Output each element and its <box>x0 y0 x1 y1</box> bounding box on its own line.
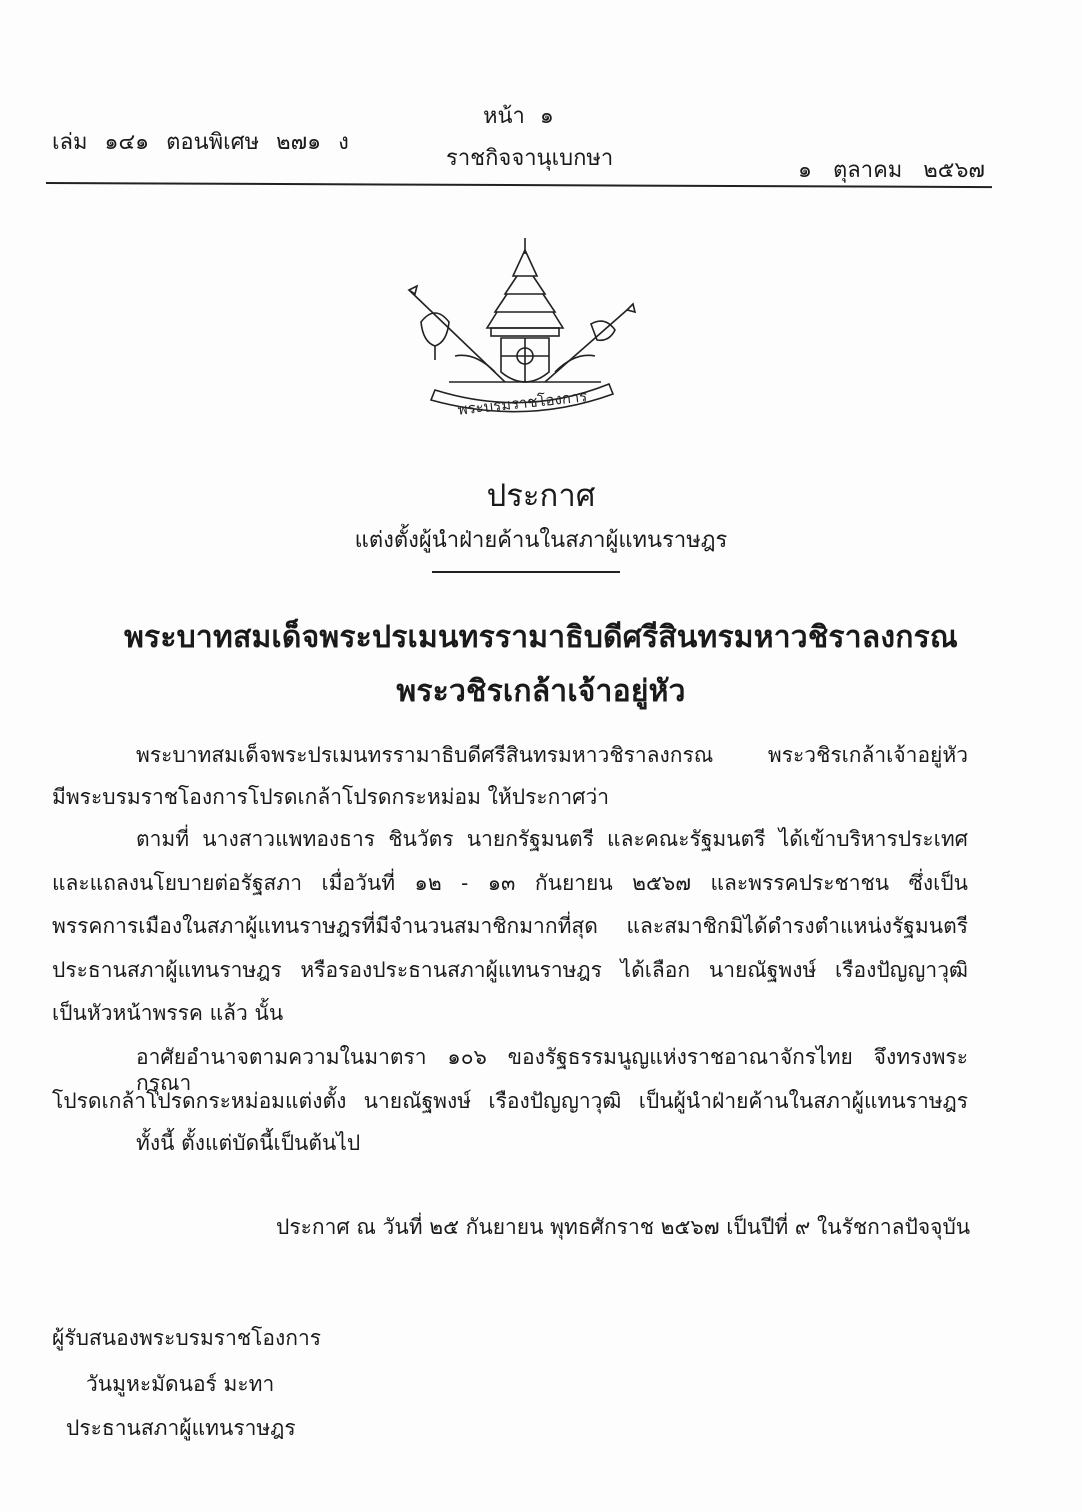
countersign-role: ผู้รับสนองพระบรมราชโองการ <box>52 1326 322 1350</box>
paragraph-2-line-1: ตามที่ นางสาวแพทองธาร ชินวัตร นายกรัฐมนตรี และคณะรัฐมนตรี ได้เข้าบริหารประเทศ <box>136 827 968 851</box>
paragraph-4-line-1: ทั้งนี้ ตั้งแต่บัดนี้เป็นต้นไป <box>136 1131 361 1155</box>
paragraph-2-line-3: พรรคการเมืองในสภาผู้แทนราษฎรที่มีจำนวนสมาชิกมากที่สุด และสมาชิกมิได้ดำรงตำแหน่งรัฐมนตรี <box>52 914 968 938</box>
royal-name-line-2: พระวชิรเกล้าเจ้าอยู่หัว <box>396 674 686 709</box>
seal-ribbon-text: พระบรมราชโองการ <box>456 387 589 419</box>
volume-line: เล่ม ๑๔๑ ตอนพิเศษ ๒๗๑ ง <box>52 130 349 155</box>
royal-name-line-1: พระบาทสมเด็จพระปรเมนทรรามาธิบดีศรีสินทรมหาวชิราลงกรณ <box>124 620 958 655</box>
announcement-subtitle: แต่งตั้งผู้นำฝ่ายค้านในสภาผู้แทนราษฎร <box>354 528 728 553</box>
paragraph-3-line-1: อาศัยอำนาจตามความในมาตรา ๑๐๖ ของรัฐธรรมนูญแห่งราชอาณาจักรไทย จึงทรงพระกรุณา <box>136 1045 968 1095</box>
paragraph-2-line-2: และแถลงนโยบายต่อรัฐสภา เมื่อวันที่ ๑๒ - ๑๓ กันยายน ๒๕๖๗ และพรรคประชาชน ซึ่งเป็น <box>52 871 968 895</box>
announcement-title: ประกาศ <box>486 478 596 514</box>
paragraph-1-line-2: มีพระบรมราชโองการโปรดเกล้าโปรดกระหม่อม ให้ประกาศว่า <box>52 785 610 809</box>
paragraph-1-line-1: พระบาทสมเด็จพระปรเมนทรรามาธิบดีศรีสินทรมหาวชิราลงกรณ พระวชิรเกล้าเจ้าอยู่หัว <box>136 743 968 767</box>
title-divider <box>432 571 620 573</box>
paragraph-2-line-5: เป็นหัวหน้าพรรค แล้ว นั้น <box>52 1001 284 1025</box>
paragraph-2-line-4: ประธานสภาผู้แทนราษฎร หรือรองประธานสภาผู้แทนราษฎร ได้เลือก นายณัฐพงษ์ เรืองปัญญาวุฒิ <box>52 958 968 982</box>
paragraph-3-line-2: โปรดเกล้าโปรดกระหม่อมแต่งตั้ง นายณัฐพงษ์ เรืองปัญญาวุฒิ เป็นผู้นำฝ่ายค้านในสภาผู้แทนราษฎร <box>52 1089 968 1113</box>
gazette-name: ราชกิจจานุเบกษา <box>446 146 614 171</box>
announcement-date-line: ประกาศ ณ วันที่ ๒๕ กันยายน พุทธศักราช ๒๕๖๗ เป็นปีที่ ๙ ในรัชกาลปัจจุบัน <box>276 1215 971 1239</box>
issue-date: ๑ ตุลาคม ๒๕๖๗ <box>798 158 985 183</box>
royal-seal-icon <box>395 232 645 422</box>
countersign-name: วันมูหะมัดนอร์ มะทา <box>86 1372 275 1396</box>
countersign-position: ประธานสภาผู้แทนราษฎร <box>66 1416 296 1440</box>
page-number: หน้า ๑ <box>483 104 554 129</box>
